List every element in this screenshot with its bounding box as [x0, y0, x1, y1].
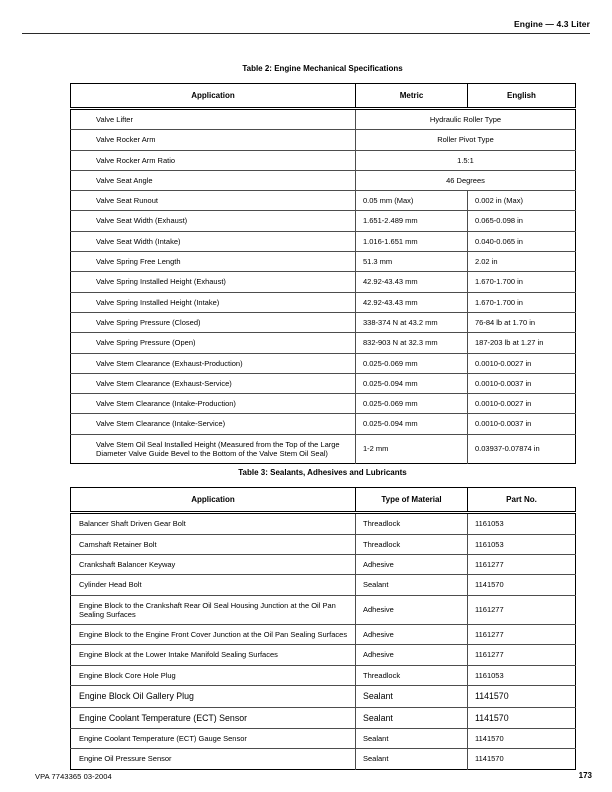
value-cell: 1.670-1.700 in — [468, 292, 576, 312]
value-cell: 1161277 — [468, 645, 576, 665]
value-cell: 0.0010-0.0037 in — [468, 373, 576, 393]
value-cell: 0.040-0.065 in — [468, 231, 576, 251]
value-cell: 76-84 lb at 1.70 in — [468, 312, 576, 332]
column-header: Part No. — [468, 488, 576, 513]
application-cell: Valve Spring Pressure (Closed) — [71, 312, 356, 332]
table-row — [71, 595, 576, 625]
table-row — [71, 686, 576, 708]
table-row — [71, 252, 576, 272]
value-cell: Sealant — [356, 575, 468, 595]
application-cell: Engine Block to the Crankshaft Rear Oil Seal Housing Junction at the Oil Pan Sealing Surfaces — [71, 595, 356, 625]
table-row — [71, 312, 576, 332]
application-cell: Crankshaft Balancer Keyway — [71, 554, 356, 574]
application-cell: Valve Seat Width (Intake) — [71, 231, 356, 251]
value-cell: 1.5:1 — [356, 150, 576, 170]
application-cell: Valve Rocker Arm Ratio — [71, 150, 356, 170]
application-cell: Engine Block at the Lower Intake Manifold Sealing Surfaces — [71, 645, 356, 665]
table-row — [71, 394, 576, 414]
table-row — [71, 292, 576, 312]
table-row — [71, 130, 576, 150]
value-cell: 42.92-43.43 mm — [356, 272, 468, 292]
application-cell: Valve Stem Clearance (Intake-Service) — [71, 414, 356, 434]
table-row — [71, 191, 576, 211]
page-header-title: Engine — 4.3 Liter — [514, 19, 590, 29]
value-cell: Sealant — [356, 707, 468, 729]
value-cell: 1141570 — [468, 729, 576, 749]
value-cell: 0.0010-0.0027 in — [468, 353, 576, 373]
value-cell: Hydraulic Roller Type — [356, 109, 576, 130]
application-cell: Valve Seat Angle — [71, 170, 356, 190]
value-cell: 2.02 in — [468, 252, 576, 272]
value-cell: 1161277 — [468, 554, 576, 574]
application-cell: Engine Block to the Engine Front Cover Junction at the Oil Pan Sealing Surfaces — [71, 625, 356, 645]
value-cell: 1141570 — [468, 575, 576, 595]
table3-title: Table 3: Sealants, Adhesives and Lubricants — [238, 468, 407, 478]
value-cell: 0.025-0.094 mm — [356, 414, 468, 434]
table-row — [71, 373, 576, 393]
application-cell: Valve Lifter — [71, 109, 356, 130]
value-cell: Adhesive — [356, 645, 468, 665]
value-cell: 42.92-43.43 mm — [356, 292, 468, 312]
application-cell: Valve Seat Width (Exhaust) — [71, 211, 356, 231]
column-header: Application — [71, 84, 356, 109]
value-cell: 0.0010-0.0027 in — [468, 394, 576, 414]
column-header: English — [468, 84, 576, 109]
value-cell: 46 Degrees — [356, 170, 576, 190]
application-cell: Engine Coolant Temperature (ECT) Sensor — [71, 707, 356, 729]
value-cell: 0.065-0.098 in — [468, 211, 576, 231]
application-cell: Valve Spring Free Length — [71, 252, 356, 272]
table-row — [71, 554, 576, 574]
table-sealants-adhesives-lubricants — [70, 487, 576, 769]
table-row — [71, 645, 576, 665]
value-cell: Threadlock — [356, 513, 468, 534]
value-cell: 0.025-0.094 mm — [356, 373, 468, 393]
application-cell: Balancer Shaft Driven Gear Bolt — [71, 513, 356, 534]
value-cell: Adhesive — [356, 554, 468, 574]
value-cell: 1-2 mm — [356, 434, 468, 464]
page-content — [70, 64, 575, 770]
value-cell: Threadlock — [356, 534, 468, 554]
value-cell: 51.3 mm — [356, 252, 468, 272]
value-cell: 832-903 N at 32.3 mm — [356, 333, 468, 353]
table-row — [71, 231, 576, 251]
table-engine-mechanical-specifications — [70, 83, 576, 464]
table-row — [71, 707, 576, 729]
value-cell: 0.0010-0.0037 in — [468, 414, 576, 434]
application-cell: Cylinder Head Bolt — [71, 575, 356, 595]
application-cell: Valve Spring Installed Height (Intake) — [71, 292, 356, 312]
table-row — [71, 729, 576, 749]
table-header-row — [71, 84, 576, 109]
value-cell: 338-374 N at 43.2 mm — [356, 312, 468, 332]
value-cell: 1161277 — [468, 625, 576, 645]
value-cell: 0.05 mm (Max) — [356, 191, 468, 211]
value-cell: 0.025-0.069 mm — [356, 394, 468, 414]
table-row — [71, 534, 576, 554]
application-cell: Valve Stem Oil Seal Installed Height (Measured from the Top of the Large Diameter Valve Guide Bevel to the Bottom of the Valve Stem Oil Seal) — [71, 434, 356, 464]
value-cell: 1.651-2.489 mm — [356, 211, 468, 231]
table-row — [71, 665, 576, 685]
value-cell: 0.03937-0.07874 in — [468, 434, 576, 464]
value-cell: 1141570 — [468, 749, 576, 769]
application-cell: Valve Stem Clearance (Intake-Production) — [71, 394, 356, 414]
application-cell: Camshaft Retainer Bolt — [71, 534, 356, 554]
table-row — [71, 414, 576, 434]
value-cell: 1161053 — [468, 665, 576, 685]
value-cell: Roller Pivot Type — [356, 130, 576, 150]
column-header: Metric — [356, 84, 468, 109]
value-cell: 1141570 — [468, 707, 576, 729]
value-cell: Adhesive — [356, 625, 468, 645]
column-header: Application — [71, 488, 356, 513]
value-cell: 1.016-1.651 mm — [356, 231, 468, 251]
value-cell: 0.002 in (Max) — [468, 191, 576, 211]
footer-document-id: VPA 7743365 03-2004 — [35, 772, 112, 781]
application-cell: Engine Coolant Temperature (ECT) Gauge Sensor — [71, 729, 356, 749]
application-cell: Valve Rocker Arm — [71, 130, 356, 150]
table-row — [71, 272, 576, 292]
header-rule — [22, 33, 590, 34]
table-row — [71, 625, 576, 645]
table-row — [71, 749, 576, 769]
table2-title: Table 2: Engine Mechanical Specifications — [242, 64, 403, 73]
value-cell: 1141570 — [468, 686, 576, 708]
value-cell: Adhesive — [356, 595, 468, 625]
value-cell: Sealant — [356, 749, 468, 769]
table-row — [71, 211, 576, 231]
application-cell: Valve Stem Clearance (Exhaust-Service) — [71, 373, 356, 393]
value-cell: 0.025-0.069 mm — [356, 353, 468, 373]
table-row — [71, 333, 576, 353]
value-cell: Sealant — [356, 686, 468, 708]
table-header-row — [71, 488, 576, 513]
table-row — [71, 109, 576, 130]
value-cell: 187-203 lb at 1.27 in — [468, 333, 576, 353]
column-header: Type of Material — [356, 488, 468, 513]
table-row — [71, 513, 576, 534]
table-row — [71, 150, 576, 170]
value-cell: 1161277 — [468, 595, 576, 625]
application-cell: Valve Stem Clearance (Exhaust-Production) — [71, 353, 356, 373]
value-cell: 1.670-1.700 in — [468, 272, 576, 292]
application-cell: Engine Block Oil Gallery Plug — [71, 686, 356, 708]
application-cell: Engine Oil Pressure Sensor — [71, 749, 356, 769]
footer-page-number: 173 — [578, 771, 592, 780]
value-cell: 1161053 — [468, 534, 576, 554]
application-cell: Valve Spring Pressure (Open) — [71, 333, 356, 353]
value-cell: Threadlock — [356, 665, 468, 685]
application-cell: Valve Seat Runout — [71, 191, 356, 211]
table-row — [71, 434, 576, 464]
value-cell: 1161053 — [468, 513, 576, 534]
application-cell: Engine Block Core Hole Plug — [71, 665, 356, 685]
value-cell: Sealant — [356, 729, 468, 749]
table-row — [71, 170, 576, 190]
table-row — [71, 353, 576, 373]
table-row — [71, 575, 576, 595]
application-cell: Valve Spring Installed Height (Exhaust) — [71, 272, 356, 292]
